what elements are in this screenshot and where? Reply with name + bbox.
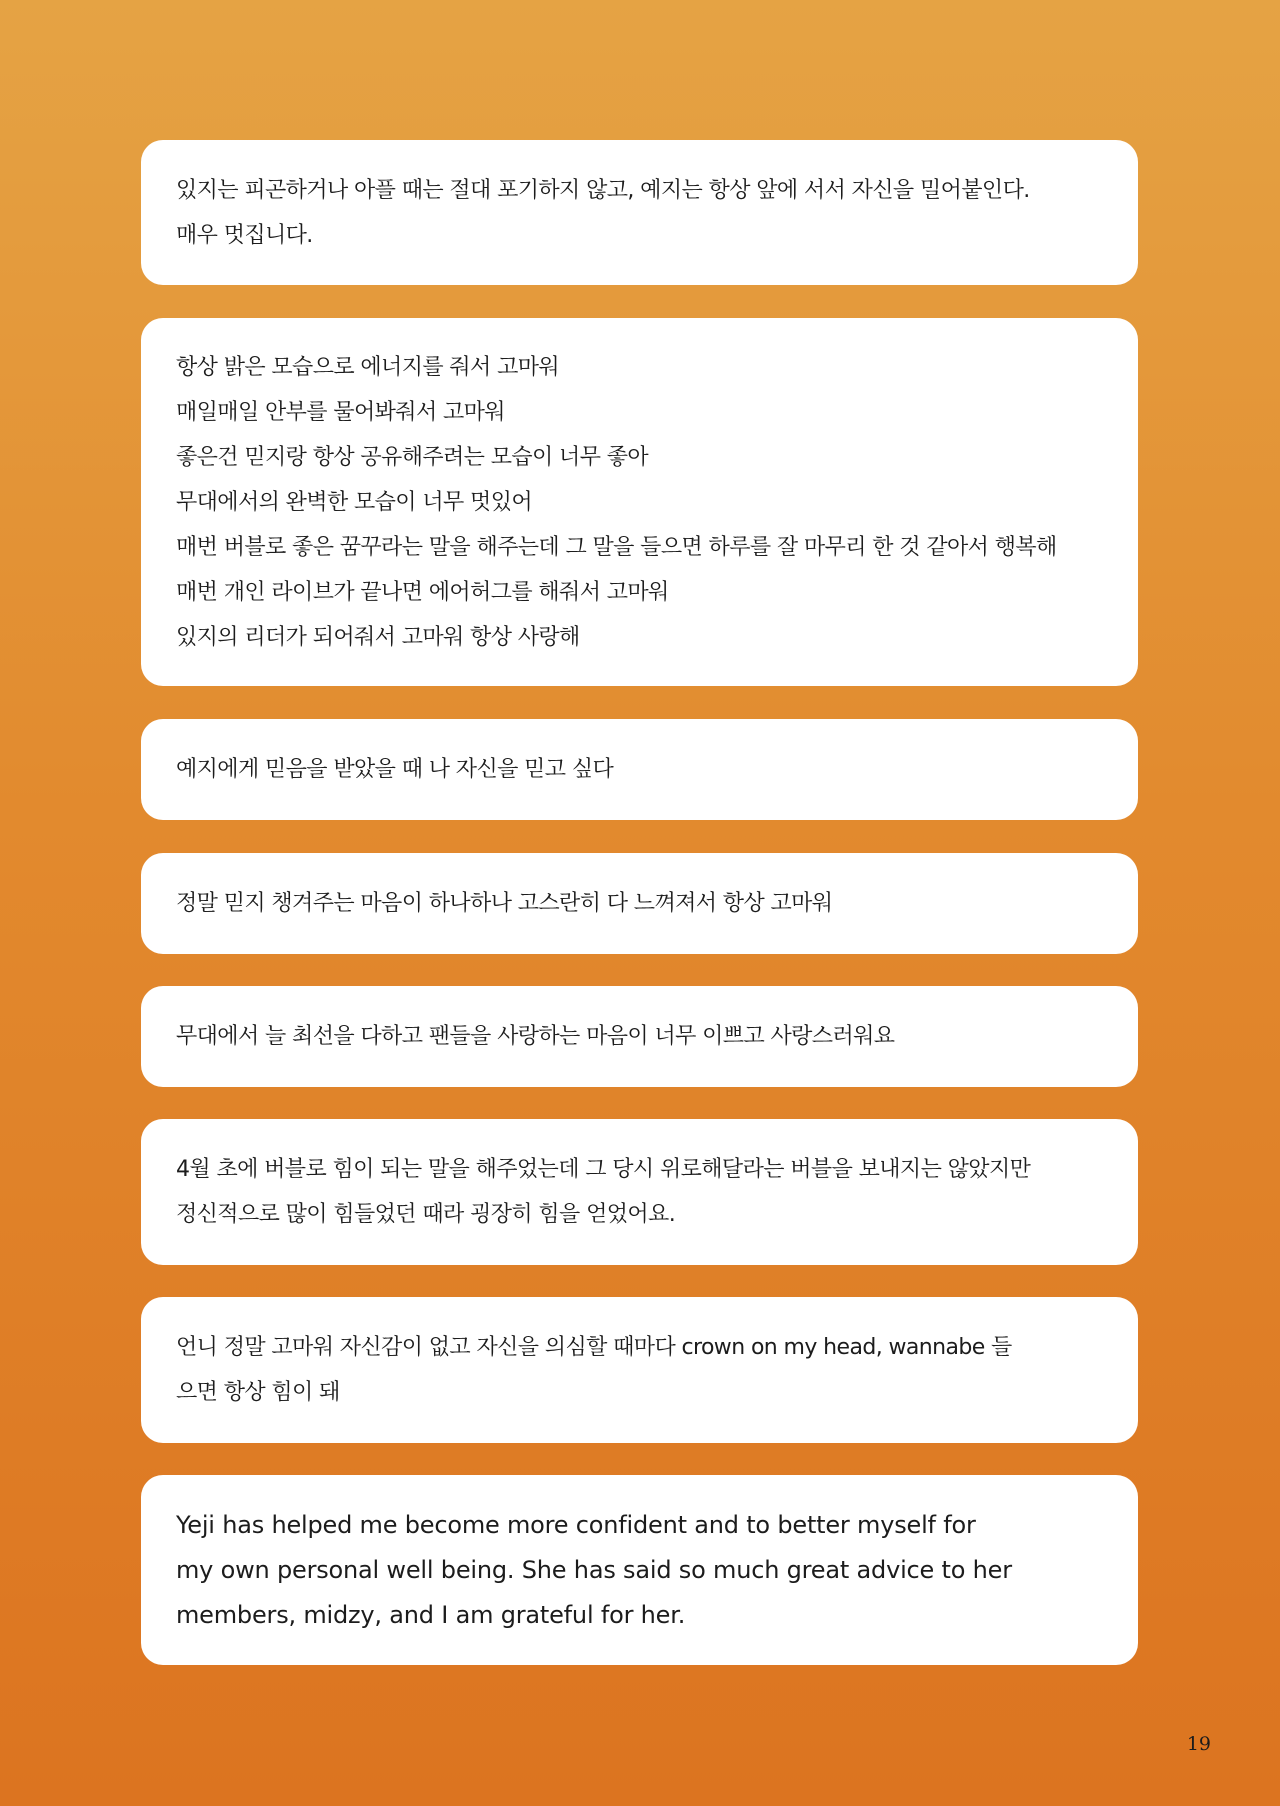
message-line: 매우 멋집니다. bbox=[176, 222, 313, 248]
message-line: 4월 초에 버블로 힘이 되는 말을 해주었는데 그 당시 위로해달라는 버블을 보내지는 않았지만 bbox=[176, 1157, 1031, 1182]
message-card-8 bbox=[141, 1475, 1138, 1665]
message-card-4 bbox=[141, 853, 1138, 954]
message-line: 매일매일 안부를 물어봐줘서 고마워 bbox=[176, 399, 505, 425]
message-line: 언니 정말 고마워 자신감이 없고 자신을 의심할 때마다 crown on my head, wannabe 들 bbox=[176, 1335, 1012, 1360]
message-card-2 bbox=[141, 318, 1138, 686]
message-line: my own personal well being. She has said so much great advice to her bbox=[176, 1555, 1012, 1584]
message-card-5 bbox=[141, 986, 1138, 1087]
message-line: 매번 버블로 좋은 꿈꾸라는 말을 해주는데 그 말을 들으면 하루를 잘 마무리 한 것 같아서 행복해 bbox=[176, 534, 1057, 560]
message-line: 정말 믿지 챙겨주는 마음이 하나하나 고스란히 다 느껴져서 항상 고마워 bbox=[176, 891, 833, 916]
message-line: 있지는 피곤하거나 아플 때는 절대 포기하지 않고, 예지는 항상 앞에 서서 자신을 밀어붙인다. bbox=[176, 177, 1030, 203]
message-card-7 bbox=[141, 1297, 1138, 1443]
message-line: members, midzy, and I am grateful for her. bbox=[176, 1600, 686, 1629]
message-line: 좋은건 믿지랑 항상 공유해주려는 모습이 너무 좋아 bbox=[176, 444, 649, 470]
message-line: 항상 밝은 모습으로 에너지를 줘서 고마워 bbox=[176, 354, 560, 380]
page-number: 19 bbox=[1186, 1733, 1211, 1755]
message-card-1 bbox=[141, 140, 1138, 285]
message-line: 으면 항상 힘이 돼 bbox=[176, 1380, 340, 1405]
message-card-3 bbox=[141, 719, 1138, 820]
message-line: 정신적으로 많이 힘들었던 때라 굉장히 힘을 얻었어요. bbox=[176, 1202, 676, 1227]
message-line: 있지의 리더가 되어줘서 고마워 항상 사랑해 bbox=[176, 624, 580, 650]
message-line: 무대에서의 완벽한 모습이 너무 멋있어 bbox=[176, 489, 533, 515]
message-line: 예지에게 믿음을 받았을 때 나 자신을 믿고 싶다 bbox=[176, 757, 614, 782]
message-card-6 bbox=[141, 1119, 1138, 1265]
message-line: 매번 개인 라이브가 끝나면 에어허그를 해줘서 고마워 bbox=[176, 579, 669, 605]
message-line: Yeji has helped me become more confident and to better myself for bbox=[176, 1510, 976, 1539]
message-line: 무대에서 늘 최선을 다하고 팬들을 사랑하는 마음이 너무 이쁘고 사랑스러워요 bbox=[176, 1024, 895, 1049]
